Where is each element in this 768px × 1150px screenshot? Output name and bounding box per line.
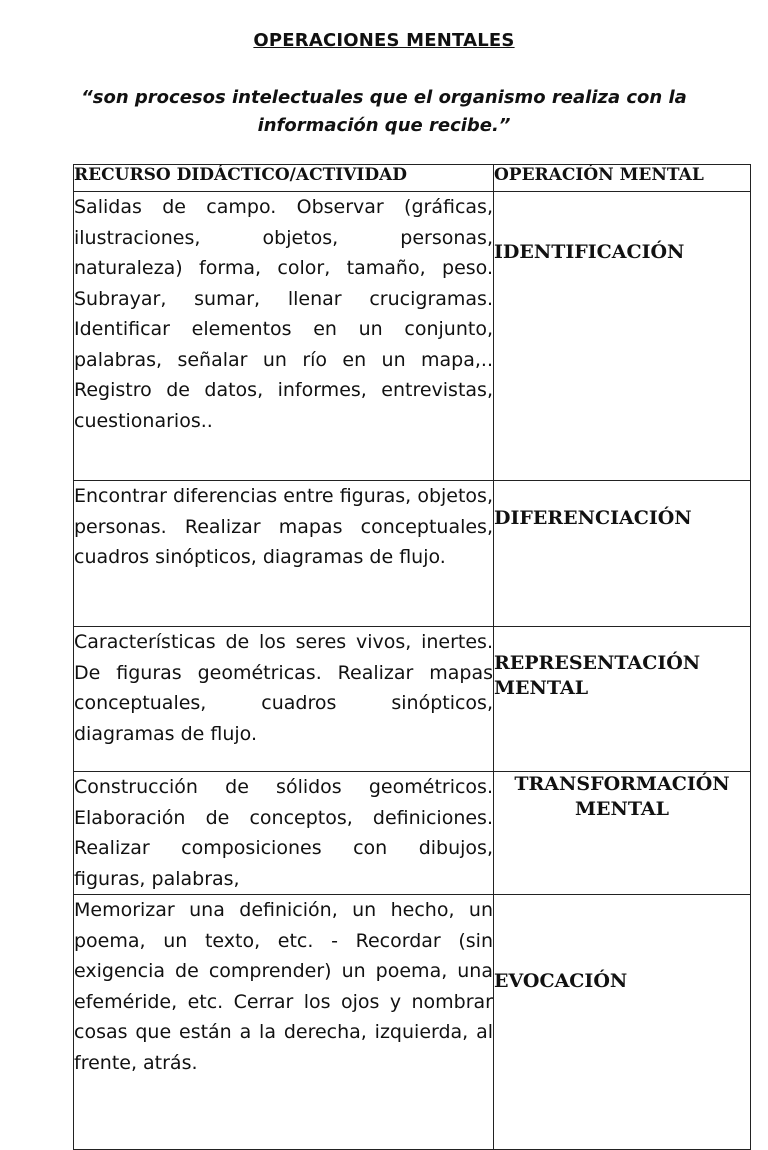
operation-label: EVOCACIÓN [494,970,628,992]
activity-cell: Memorizar una definición, un hecho, un poema, un texto, etc. - Recordar (sin exigencia de comprender) un poema, una efeméride, etc. Cerrar los ojos y nombrar cosas que están a la derecha, izquierda, al frente, atrás. [74,895,494,1150]
table-row [74,772,751,895]
activity-cell: Encontrar diferencias entre figuras, objetos, personas. Realizar mapas conceptuales, cuadros sinópticos, diagramas de flujo. [74,481,494,627]
operations-table [73,164,751,1150]
activity-cell: Características de los seres vivos, inertes. De figuras geométricas. Realizar mapas conceptuales, cuadros sinópticos, diagramas de flujo. [74,627,494,772]
operation-cell [494,192,751,481]
operation-label: REPRESENTACIÓN MENTAL [494,652,701,699]
operation-cell [494,627,751,772]
operation-cell [494,772,751,895]
operation-cell [494,481,751,627]
operation-label: IDENTIFICACIÓN [494,241,685,263]
operation-cell [494,895,751,1150]
table-row [74,895,751,1150]
header-activity: RECURSO DIDÁCTICO/ACTIVIDAD [74,165,494,192]
operation-label: TRANSFORMACIÓN MENTAL [514,773,730,820]
activity-cell: Salidas de campo. Observar (gráficas, ilustraciones, objetos, personas, naturaleza) forma, color, tamaño, peso. Subrayar, sumar, llenar crucigramas. Identificar elementos en un conjunto, palabras, señalar un río en un mapa,.. Registro de datos, informes, entrevistas, cuestionarios.. [74,192,494,481]
table-row [74,481,751,627]
operation-label: DIFERENCIACIÓN [494,507,692,529]
definition-quote: “son procesos intelectuales que el organismo realiza con la información que recibe.” [81,87,687,136]
activity-cell: Construcción de sólidos geométricos. Elaboración de conceptos, definiciones. Realizar composiciones con dibujos, figuras, palabras, [74,772,494,895]
document-title: OPERACIONES MENTALES [253,30,515,51]
table-row [74,627,751,772]
table-row [74,192,751,481]
table-header-row [74,165,751,192]
header-operation: OPERACIÓN MENTAL [494,165,751,192]
